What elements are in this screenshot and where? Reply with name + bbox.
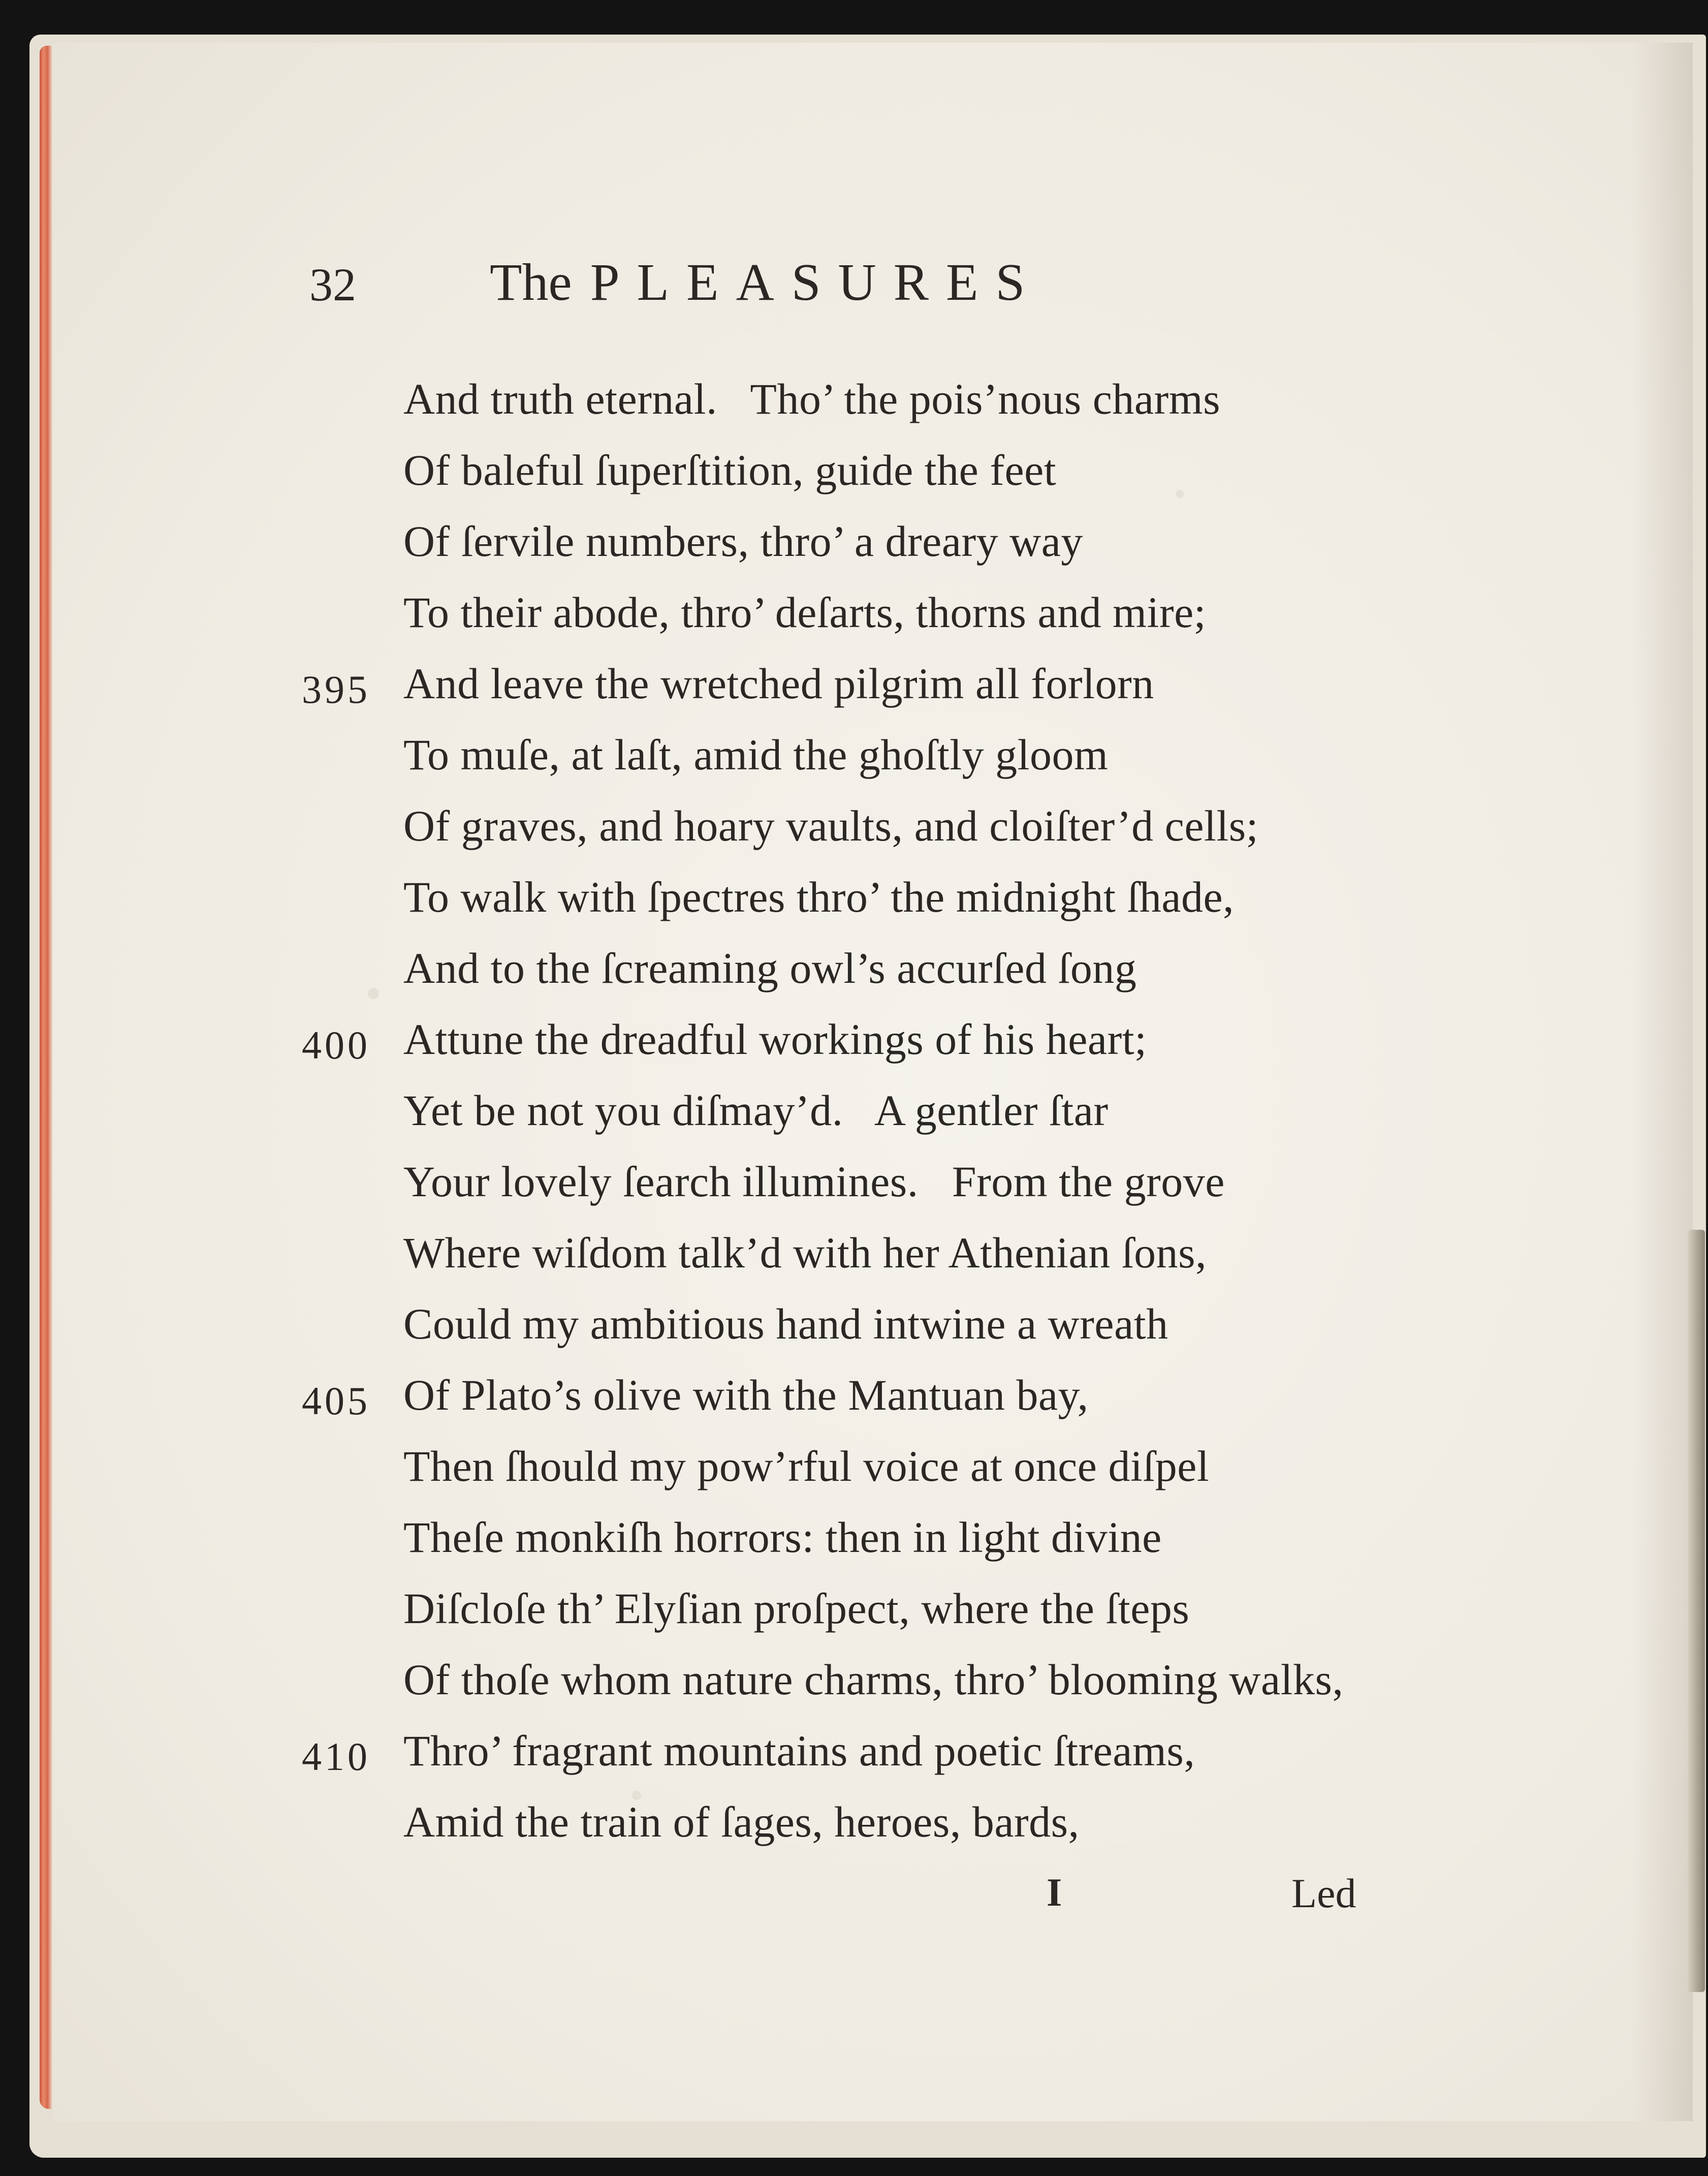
line-text: To muſe, at laſt, amid the ghoſtly gloom	[403, 730, 1109, 779]
line-text: Amid the train of ſages, heroes, bards,	[403, 1797, 1080, 1846]
poem-line	[53, 1440, 1693, 1511]
page-number: 32	[309, 259, 356, 310]
line-number: 405	[302, 1379, 370, 1423]
line-text: Theſe monkiſh horrors: then in light divine	[403, 1513, 1162, 1562]
poem-line	[53, 373, 1693, 444]
poem-line	[53, 1511, 1693, 1582]
poem-line	[53, 800, 1693, 871]
line-text: Your lovely ſearch illumines. From the grove	[403, 1157, 1225, 1206]
poem-line	[53, 1013, 1693, 1084]
poem-line	[53, 1654, 1693, 1725]
catchword: Led	[1291, 1870, 1356, 1916]
page-header	[53, 253, 1693, 327]
running-head-title: PLEASURES	[590, 253, 1042, 312]
poem-line	[53, 1582, 1693, 1654]
line-text: And to the ſcreaming owl’s accurſed ſong	[403, 944, 1137, 992]
binding-edge	[1688, 1230, 1705, 1992]
book-page	[53, 43, 1693, 2121]
line-text: To their abode, thro’ deſarts, thorns and mire;	[403, 588, 1207, 637]
line-text: Diſcloſe th’ Elyſian proſpect, where the ſteps	[403, 1584, 1190, 1633]
line-text: Then ſhould my pow’rful voice at once diſpel	[403, 1442, 1210, 1490]
line-text: Attune the dreadful workings of his heart;	[403, 1015, 1147, 1064]
line-text: Of graves, and hoary vaults, and cloiſter’d cells;	[403, 801, 1259, 850]
page-edges-red	[40, 46, 53, 2109]
running-head-article: The	[490, 253, 572, 312]
poem-line	[53, 658, 1693, 729]
line-text: And leave the wretched pilgrim all forlorn	[403, 659, 1154, 708]
poem-line	[53, 1227, 1693, 1298]
poem-line	[53, 871, 1693, 942]
line-text: Could my ambitious hand intwine a wreath	[403, 1299, 1168, 1348]
line-text: Where wiſdom talk’d with her Athenian ſons,	[403, 1228, 1207, 1277]
poem-line	[53, 942, 1693, 1013]
poem-line	[53, 1298, 1693, 1369]
poem-line	[53, 515, 1693, 586]
line-number: 410	[302, 1734, 370, 1779]
line-text: Of ſervile numbers, thro’ a dreary way	[403, 517, 1083, 566]
line-text: To walk with ſpectres thro’ the midnight ſhade,	[403, 873, 1235, 921]
line-text: Of thoſe whom nature charms, thro’ blooming walks,	[403, 1655, 1344, 1704]
poem-line	[53, 1156, 1693, 1227]
poem-line	[53, 1796, 1693, 1867]
poem-line	[53, 729, 1693, 800]
line-number: 395	[302, 667, 370, 711]
poem-line	[53, 444, 1693, 515]
line-number: 400	[302, 1023, 370, 1067]
line-text: Yet be not you diſmay’d. A gentler ſtar	[403, 1086, 1109, 1135]
line-text: Of baleful ſuperſtition, guide the feet	[403, 446, 1057, 494]
line-text: And truth eternal. Tho’ the pois’nous charms	[403, 375, 1221, 423]
running-head	[490, 253, 1042, 312]
poem-line	[53, 586, 1693, 658]
poem-line	[53, 1725, 1693, 1796]
line-text: Of Plato’s olive with the Mantuan bay,	[403, 1371, 1089, 1419]
poem-line	[53, 1369, 1693, 1440]
page-footer	[53, 1870, 1693, 1931]
line-text: Thro’ fragrant mountains and poetic ſtreams,	[403, 1726, 1195, 1775]
poem-line	[53, 1084, 1693, 1156]
signature-mark: I	[1047, 1870, 1062, 1914]
